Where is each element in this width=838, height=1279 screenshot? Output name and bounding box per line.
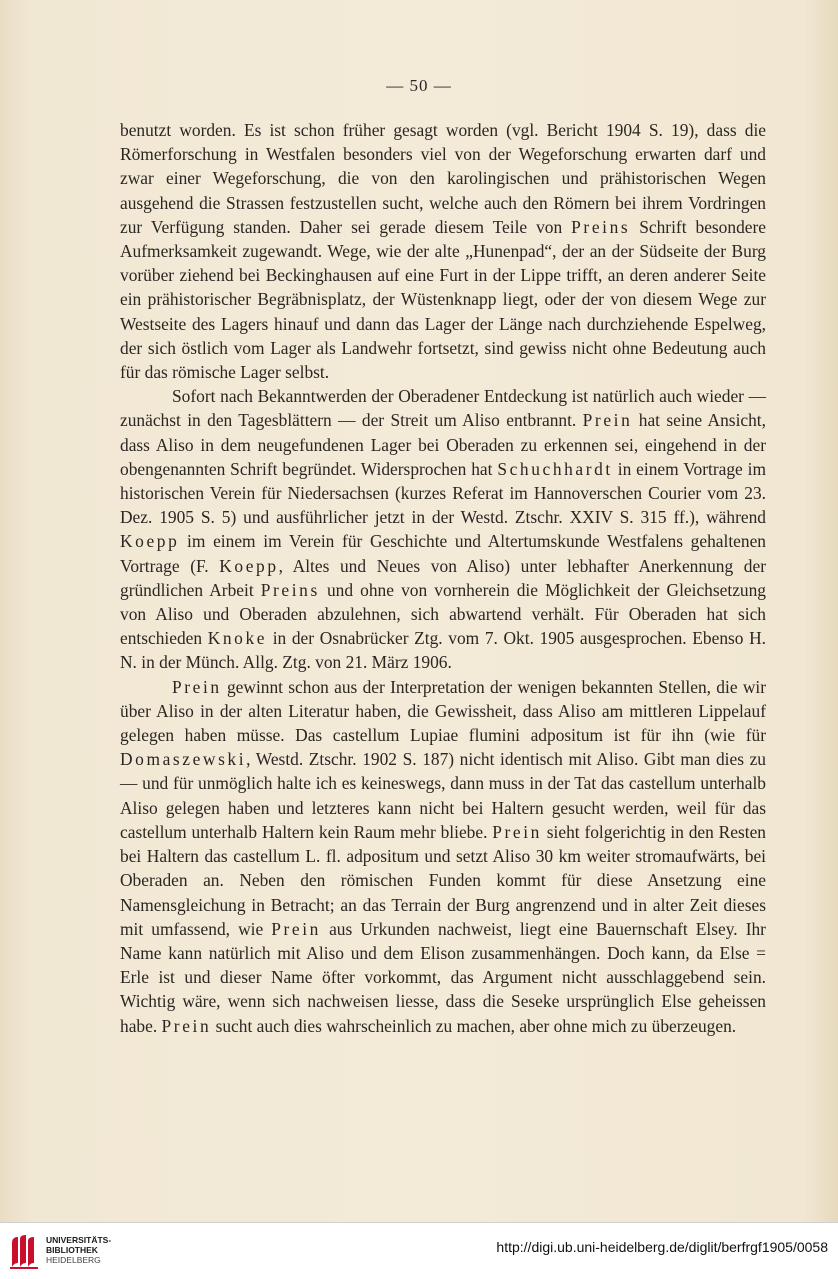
body-text: [120, 118, 766, 1038]
library-name-line: HEIDELBERG: [46, 1255, 101, 1265]
author-name: Preins: [260, 579, 320, 600]
author-name: Knoke: [207, 628, 268, 649]
author-name: Domaszewski: [120, 749, 247, 770]
paragraph-2: [120, 384, 766, 674]
library-name-line: UNIVERSITÄTS-: [46, 1235, 112, 1245]
text-run: , Altes und Neues von Aliso) unter lebhafter Anerkennung der gründlichen Arbeit: [120, 555, 766, 600]
text-run: sieht folgerichtig in den Resten bei Haltern das castellum L. fl. adpositum und setzt Aliso 30 km weiter stromaufwärts, bei Oberaden an. Neben den römischen Funden kommt für diese Ansetzung eine Namensgleichung in Betracht; an das Terrain der Burg angrenzend und in alter Zeit dieses mit umfassend, wie: [120, 821, 766, 939]
footer-bar: [0, 1222, 838, 1279]
text-run: in einem Vortrage im historischen Verein für Niedersachsen (kurzes Referat im Hannoverschen Courier vom 23. Dez. 1905 S. 5) und ausführlicher jetzt in der Westd. Ztschr. XXIV S. 315 ff.), während: [120, 458, 766, 528]
text-run: gewinnt schon aus der Interpretation der wenigen bekannten Stellen, die wir über Aliso in der alten Literatur haben, die Gewissheit, dass Aliso am mittleren Lippelauf gelegen haben müsse. Das castellum Lupiae flumini adpositum ist für ihn (wie für: [120, 676, 766, 746]
text-run: , Westd. Ztschr. 1902 S. 187) nicht identisch mit Aliso. Gibt man dies zu — und für unmöglich halte ich es keineswegs, dann muss in der Tat das castellum unterhalb Aliso gelegen haben und letzteres kann nicht bei Haltern gesucht werden, weil für das castellum unterhalb Haltern kein Raum mehr bliebe.: [120, 749, 766, 842]
author-name: Prein: [161, 1015, 212, 1036]
author-name: Koepp: [120, 531, 180, 552]
text-run: aus Urkunden nachweist, liegt eine Bauernschaft Elsey. Ihr Name kann natürlich mit Aliso und dem Elison zusammenhängen. Doch kann, da Else = Erle ist und dieser Name öfter vorkommt, das Argument nicht ausschlaggebend sein. Wichtig wäre, wenn sich nachweisen liesse, dass die Seseke ursprünglich Else geheissen habe.: [120, 918, 766, 1036]
text-run: im einem im Verein für Geschichte und Altertumskunde Westfalens gehaltenen Vortrage (F.: [120, 531, 766, 576]
paragraph-1: [120, 118, 766, 384]
paragraph-3: [120, 675, 766, 1038]
text-run: sucht auch dies wahrscheinlich zu machen, aber ohne mich zu überzeugen.: [211, 1015, 737, 1036]
library-name-line: BIBLIOTHEK: [46, 1245, 98, 1255]
author-name: Prein: [492, 821, 542, 842]
text-run: und ohne von vornherein die Möglichkeit der Gleichsetzung von Aliso und Oberaden abzulehnen, sich abwartend verhält. Für Oberaden hat sich entschieden: [120, 579, 766, 649]
author-name: Koepp: [219, 555, 279, 576]
source-url-link[interactable]: http://digi.ub.uni-heidelberg.de/diglit/berfrgf1905/0058: [496, 1239, 828, 1255]
library-logo-icon: [8, 1233, 42, 1271]
text-run: in der Osnabrücker Ztg. vom 7. Okt. 1905 ausgesprochen. Ebenso H. N. in der Münch. Allg. Ztg. von 21. März 1906.: [120, 628, 767, 673]
text-run: Sofort nach Bekanntwerden der Oberadener Entdeckung ist natürlich auch wieder — zunächst in den Tagesblättern — der Streit um Aliso entbrannt.: [120, 386, 766, 431]
author-name: Prein: [582, 410, 633, 431]
text-run: hat seine Ansicht, dass Aliso in dem neugefundenen Lager bei Oberaden zu erkennen sei, eingehend in der obengenannten Schrift begründet. Widersprochen hat: [120, 410, 766, 479]
text-run: Schrift besondere Aufmerksamkeit zugewandt. Wege, wie der alte „Hunenpad“, der an der Südseite der Burg vorüber ziehend bei Beckinghausen auf eine Furt in der Lippe trifft, an deren anderer Seite ein prähistorischer Begräbnisplatz, der Wüstenknapp liegt, oder der von diesem Wege zur Westseite des Lagers hinauf und dann das Lager der Länge nach durchziehende Espelweg, der sich östlich vom Lager als Landwehr fortsetzt, sind gewiss nicht ohne Bedeutung auch für das römische Lager selbst.: [120, 216, 766, 383]
text-run: benutzt worden. Es ist schon früher gesagt worden (vgl. Bericht 1904 S. 19), dass die Römerforschung in Westfalen besonders viel von der Wegeforschung erwarten darf und zwar einer Wegeforschung, die von den karolingischen und prähistorischen Wegen ausgehend die Strassen festzustellen sucht, welche auch den Römern bei ihrem Vordringen zur Verfügung standen. Daher sei gerade diesem Teile von: [120, 120, 766, 237]
page-number: — 50 —: [386, 76, 452, 95]
author-name: Prein: [271, 918, 321, 939]
author-name: Schuchhardt: [497, 458, 613, 479]
author-name: Prein: [172, 676, 222, 697]
author-name: Preins: [571, 216, 631, 237]
library-name: [46, 1235, 111, 1265]
